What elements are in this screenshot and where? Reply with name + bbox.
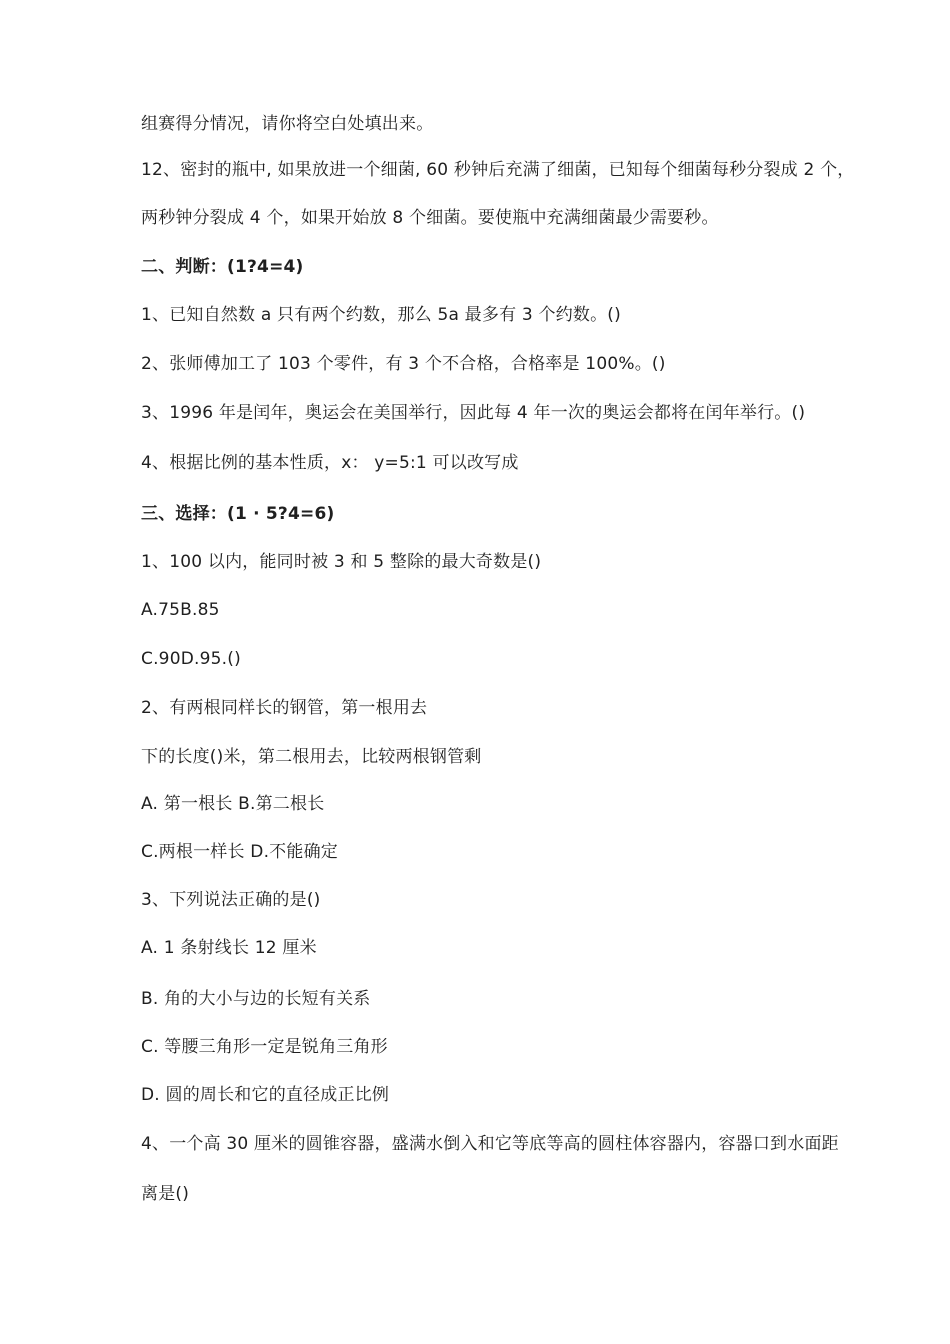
choice-question-2-line-1: 2、有两根同样长的钢管，第一根用去 <box>141 698 428 718</box>
judgement-question-4: 4、根据比例的基本性质，x： y=5:1 可以改写成 <box>141 453 519 473</box>
section-heading-judgement: 二、判断：(1?4=4) <box>141 257 304 277</box>
choice-question-3: 3、下列说法正确的是() <box>141 890 321 910</box>
choice-question-4-line-2: 离是() <box>141 1184 190 1204</box>
choice-question-1-options-cd: C.90D.95.() <box>141 649 241 669</box>
judgement-question-1: 1、已知自然数 a 只有两个约数，那么 5a 最多有 3 个约数。() <box>141 305 621 325</box>
section-heading-choice: 三、选择：(1 · 5?4=6) <box>141 504 335 524</box>
text-line-continuation: 组赛得分情况，请你将空白处填出来。 <box>141 114 434 134</box>
choice-question-4-line-1: 4、一个高 30 厘米的圆锥容器，盛满水倒入和它等底等高的圆柱体容器内，容器口到水面距 <box>141 1134 839 1154</box>
choice-question-3-option-d: D. 圆的周长和它的直径成正比例 <box>141 1085 390 1105</box>
choice-question-2-options-cd: C.两根一样长 D.不能确定 <box>141 842 338 862</box>
judgement-question-3: 3、1996 年是闰年，奥运会在美国举行，因此每 4 年一次的奥运会都将在闰年举行。() <box>141 403 806 423</box>
choice-question-2-options-ab: A. 第一根长 B.第二根长 <box>141 794 325 814</box>
question-12-line-2: 两秒钟分裂成 4 个，如果开始放 8 个细菌。要使瓶中充满细菌最少需要秒。 <box>141 208 719 228</box>
judgement-question-2: 2、张师傅加工了 103 个零件，有 3 个不合格，合格率是 100%。() <box>141 354 666 374</box>
choice-question-3-option-a: A. 1 条射线长 12 厘米 <box>141 938 317 958</box>
choice-question-1-options-ab: A.75B.85 <box>141 600 220 620</box>
choice-question-3-option-b: B. 角的大小与边的长短有关系 <box>141 989 371 1009</box>
choice-question-3-option-c: C. 等腰三角形一定是锐角三角形 <box>141 1037 388 1057</box>
choice-question-2-line-2: 下的长度()米，第二根用去，比较两根钢管剩 <box>141 747 482 767</box>
choice-question-1: 1、100 以内，能同时被 3 和 5 整除的最大奇数是() <box>141 552 542 572</box>
question-12-line-1: 12、密封的瓶中, 如果放进一个细菌, 60 秒钟后充满了细菌，已知每个细菌每秒分裂成 2 个， <box>141 160 855 180</box>
